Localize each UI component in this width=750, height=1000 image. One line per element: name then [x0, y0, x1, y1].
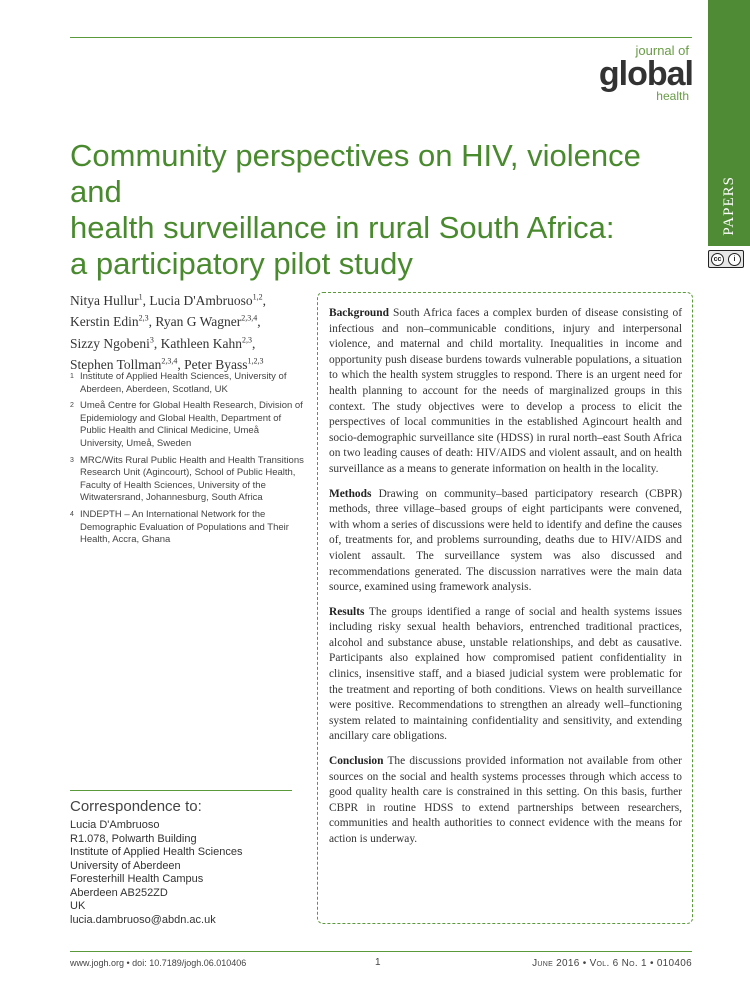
affiliation-list	[70, 371, 305, 551]
abstract-background	[329, 306, 682, 478]
logo-line-1: journal of	[635, 43, 689, 58]
title-line: health surveillance in rural South Africa:	[70, 210, 615, 245]
section-text: The discussions provided information not available from other sources on the social and health systems processes through which access to good quality health care is constrained in this setting. On this basis, further CBPR in routine HDSS to extend partnerships between researchers, communities and health authorities to connect evidence with the means for action is underway.	[329, 755, 682, 845]
author: Kathleen Kahn$^{2,3}$,	[160, 335, 256, 351]
issue-info: June 2016 • Vol. 6 No. 1 • 010406	[532, 958, 692, 969]
correspondence-rule	[70, 790, 292, 791]
author: Stephen Tollman$^{2,3,4}$,	[70, 356, 185, 372]
correspondence-block	[70, 798, 300, 927]
author: Nitya Hullur$^1$,	[70, 292, 150, 308]
author-list	[70, 288, 305, 374]
correspondence-email[interactable]: lucia.dambruoso@abdn.ac.uk	[70, 913, 216, 926]
author: Peter Byass$^{1,2,3}$	[184, 356, 264, 372]
attribution-icon: i	[728, 253, 741, 266]
top-rule	[70, 37, 692, 38]
abstract-methods	[329, 487, 682, 596]
affiliation: 1 Institute of Applied Health Sciences, University of Aberdeen, Aberdeen, Scotland, UK	[70, 371, 287, 395]
page-number: 1	[375, 957, 381, 968]
author: Lucia D'Ambruoso$^{1,2}$,	[149, 292, 267, 308]
section-text: The groups identified a range of social and health systems issues including risky sexual health behaviors, entrenched traditional practices, alcohol and substance abuse, unstable relationships, and debt as causative. Participants also explained how compromised patient confidentiality in clinics, insensitive staff, and a biased judicial system were problematic for the treatment and reporting of both conditions. Views on health surveillance were positive. Recommendations to strengthen an already well–functioning system related to maintaining confidentiality and sensitivity, and extending ancillary care obligations.	[329, 605, 682, 743]
correspondence-line: Aberdeen AB252ZD	[70, 886, 168, 899]
section-label: Results	[329, 605, 365, 618]
correspondence-line: University of Aberdeen	[70, 859, 181, 872]
correspondence-line: Foresterhill Health Campus	[70, 873, 204, 885]
logo-line-2: global	[598, 55, 693, 93]
footer-doi-link[interactable]: www.jogh.org • doi: 10.7189/jogh.06.010406	[70, 958, 247, 968]
correspondence-line: Lucia D'Ambruoso	[70, 819, 160, 831]
side-tab-label: PAPERS	[720, 176, 737, 236]
journal-logo[interactable]	[598, 44, 693, 102]
section-label: Conclusion	[329, 755, 384, 768]
footer-rule	[70, 951, 692, 952]
title-line: Community perspectives on HIV, violence and	[70, 138, 641, 209]
section-text: Drawing on community–based participatory research (CBPR) methods, three village–based groups of eight participants were convened, with whom a series of discussions were held to identify and define the causes of, treatments for, and problems surrounding, deaths due to HIV/AIDS and violent assault. The surveillance system was also discussed and recommendations generated. The discussion narratives were the main data source, examined using framework analysis.	[329, 487, 682, 594]
article-title	[70, 138, 700, 282]
abstract-results	[329, 605, 682, 745]
correspondence-heading: Correspondence to:	[70, 798, 202, 815]
section-label: Methods	[329, 487, 372, 500]
author: Sizzy Ngobeni$^3$,	[70, 335, 161, 351]
cc-license-badge[interactable]	[708, 250, 744, 268]
correspondence-line: UK	[70, 900, 86, 912]
affiliation: 3 MRC/Wits Rural Public Health and Health Transitions Research Unit (Agincourt), School of Public Health, Faculty of Health Sciences, University of the Witwatersrand, Johannesburg, South Africa	[70, 454, 304, 504]
correspondence-line: R1.078, Polwarth Building	[70, 832, 197, 845]
papers-side-tab	[708, 0, 750, 246]
affiliation: 2 Umeå Centre for Global Health Research, Division of Epidemiology and Global Health, Department of Public Health and Clinical Medicine, Umeå University, Umeå, Sweden	[70, 400, 303, 449]
abstract-conclusion	[329, 754, 682, 848]
author: Ryan G Wagner$^{2,3,4}$,	[155, 313, 261, 329]
logo-line-3: health	[656, 89, 689, 103]
section-text: South Africa faces a complex burden of disease consisting of infectious and non–communicable conditions, injury and interpersonal violence, and maternal and child mortality. Inequalities in income and opportunity push disease burdens towards vulnerable populations, a situation to which the health system struggles to respond. There is an urgent need for health planning to account for the needs of marginalized groups in this context. The study objectives were to develop a process to elicit the perspectives of local communities in the established Agincourt health and socio-demographic surveillance site (HDSS) in rural north–east South Africa on two leading causes of death: HIV/AIDS and violent assault, and on health surveillance as a means to generate information on health in the locality.	[329, 307, 682, 475]
title-line: a participatory pilot study	[70, 246, 413, 281]
author: Kerstin Edin$^{2,3}$,	[70, 313, 156, 329]
correspondence-line: Institute of Applied Health Sciences	[70, 846, 243, 858]
section-label: Background	[329, 307, 389, 319]
abstract-box	[317, 292, 693, 924]
cc-icon: cc	[711, 253, 724, 266]
affiliation: 4 INDEPTH – An International Network for the Demographic Evaluation of Populations and Their Health, Accra, Ghana	[70, 508, 289, 546]
